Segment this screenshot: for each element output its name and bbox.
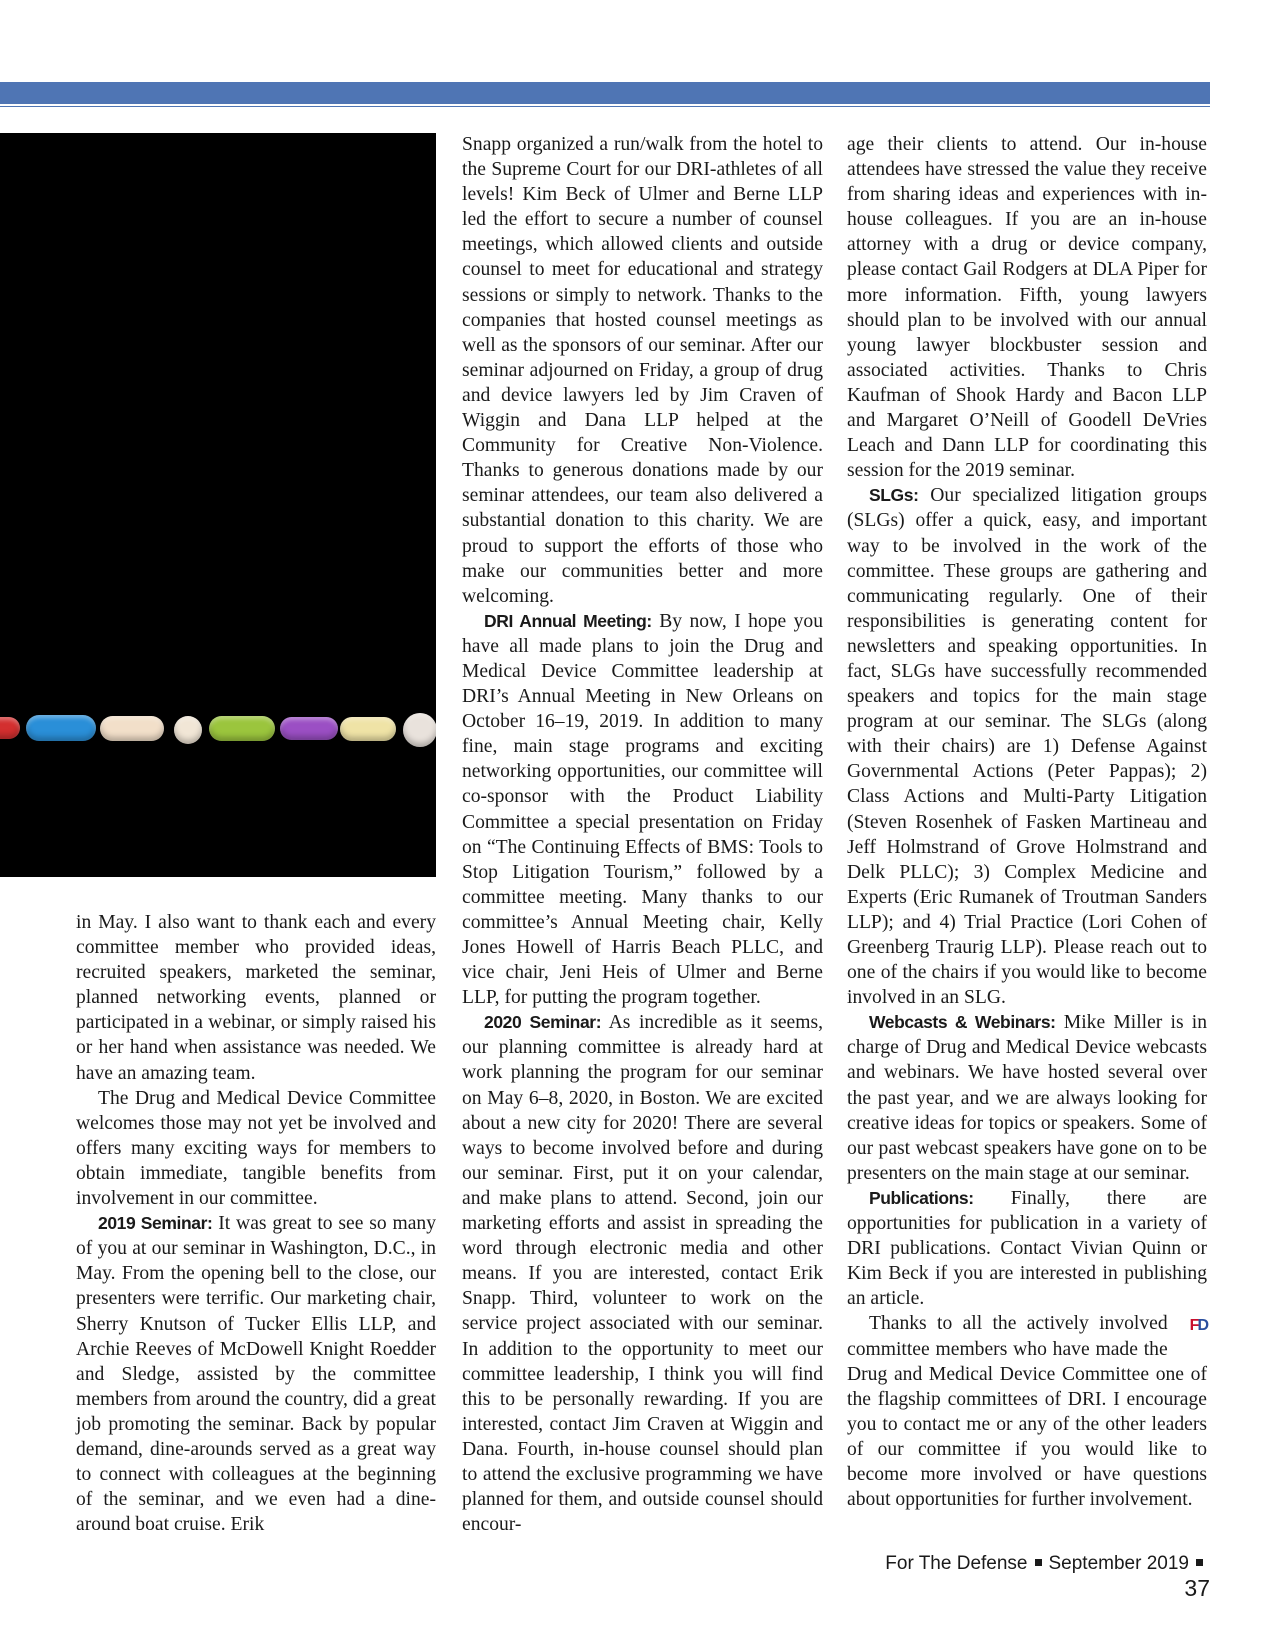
paragraph-text: Mike Miller is in charge of Drug and Medical Device webcasts and webinars. We have hosted several over the past year, and we are always looking for creative ideas for topics or speakers. Some of our past webcast speakers have gone on to be presenters on the main stage at our seminar. (847, 1012, 1207, 1184)
issue-date: September 2019 (1048, 1553, 1189, 1574)
paragraph: age their clients to attend. Our in-house attendees have stressed the value they receive from sharing ideas and experiences with in-house colleagues. If you are an in-house attorney with a drug or device company, please contact Gail Rodgers at DLA Piper for more information. Fifth, young lawyers should plan to be involved with our annual young lawyer blockbuster session and associated activities. Thanks to Chris Kaufman of Shook Hardy and Bacon LLP and Margaret O’Neill of Goodell DeVries Leach and Dann LLP for coordinating this session for the 2019 seminar. (847, 134, 1207, 482)
pill (100, 716, 164, 741)
article-column-3 (847, 132, 1207, 1512)
separator-square (1035, 1559, 1042, 1566)
header-color-bar (0, 82, 1210, 104)
separator-square (1196, 1559, 1203, 1566)
paragraph-text: It was great to see so many of you at our seminar in Washington, D.C., in May. From the opening bell to the close, our presenters were terrific. Our marketing chair, Sherry Knutson of Tucker Ellis LLP, and Archie Reeves of McDowell Knight Roedder and Sledge, assisted by the committee members from around the country, did a great job promoting the seminar. Back by popular demand, dine-arounds served as a great way to connect with colleagues at the beginning of the seminar, and we even had a dine-around boat cruise. Erik (76, 1213, 437, 1536)
pill-photo (0, 133, 436, 877)
pill (403, 713, 436, 747)
pill (280, 717, 338, 740)
paragraph (847, 1311, 1207, 1512)
fd-end-mark-icon (1168, 1313, 1207, 1338)
section-heading: SLGs: (869, 485, 919, 506)
paragraph (847, 1186, 1207, 1311)
paragraph-text: Thanks to all the actively involved committee members who have made the Drug and Medical Device Committee one of the flagship committees of DRI. I encourage you to contact me or any of the other leaders of our committee if you would like to become more involved or have questions about opportunities for further involvement. (847, 1313, 1207, 1511)
section-heading: DRI Annual Meeting: (484, 610, 652, 631)
paragraph-text: Our specialized litigation groups (SLGs) offer a quick, easy, and important way to be involved in the work of the committee. These groups are gathering and communicating regularly. One of their responsibilities is generating content for newsletters and speaking opportunities. In fact, SLGs have successfully recommended speakers and topics for the main stage program at our seminar. The SLGs (along with their chairs) are 1) Defense Against Governmental Actions (Peter Pappas); 2) Class Actions and Multi-Party Litigation (Steven Rosenhek of Fasken Martineau and Jeff Holmstrand of Grove Holmstrand and Delk PLLC); 3) Complex Medicine and Experts (Eric Rumanek of Troutman Sanders LLP); and 4) Trial Practice (Lori Cohen of Greenberg Traurig LLP). Please reach out to one of the chairs if you would like to become involved in an SLG. (847, 485, 1207, 1009)
pill (209, 716, 275, 741)
paragraph-text: By now, I hope you have all made plans to join the Drug and Medical Device Committee leadership at DRI’s Annual Meeting in New Orleans on October 16–19, 2019. In addition to many fine, main stage programs and exciting networking opportunities, our committee will co-sponsor with the Product Liability Committee a special presentation on Friday on “The Continuing Effects of BMS: Tools to Stop Litigation Tourism,” followed by a committee meeting. Many thanks to our committee’s Annual Meeting chair, Kelly Jones Howell of Harris Beach PLLC, and vice chair, Jeni Heis of Ulmer and Berne LLP, for putting the program together. (462, 610, 823, 1009)
page-number: 37 (1184, 1575, 1210, 1601)
section-heading: Webcasts & Webinars: (869, 1012, 1056, 1033)
pill (26, 715, 96, 741)
pill (0, 717, 20, 739)
section-heading: 2019 Seminar: (98, 1213, 213, 1234)
paragraph: The Drug and Medical Device Committee welcomes those may not yet be involved and offers many exciting ways for members to obtain immediate, tangible benefits from involvement in our committee. (76, 1087, 436, 1210)
paragraph: in May. I also want to thank each and every committee member who provided ideas, recruited speakers, marketed the seminar, planned networking events, planned or participated in a webinar, or simply raised his or her hand when assistance was needed. We have an amazing team. (76, 912, 436, 1084)
paragraph-text: As incredible as it seems, our planning committee is already hard at work planning the program for our seminar on May 6–8, 2020, in Boston. We are excited about a new city for 2020! There are several ways to become involved before and during our seminar. First, put it on your calendar, and make plans to attend. Second, join our marketing efforts and assist in spreading the word through electronic media and other means. If you are interested, contact Erik Snapp. Third, volunteer to work on the service project associated with our seminar. In addition to the opportunity to meet our committee leadership, I think you will find this to be personally rewarding. If you are interested, contact Jim Craven at Wiggin and Dana. Fourth, in-house counsel should plan to attend the exclusive programming we have planned for them, and outside counsel should encour- (462, 1012, 824, 1536)
paragraph (462, 1010, 823, 1537)
end-mark-d: D (1197, 1317, 1207, 1335)
article-column-1 (76, 910, 436, 1537)
article-column-2 (462, 132, 823, 1537)
paragraph (847, 1010, 1207, 1186)
section-heading: Publications: (869, 1187, 974, 1208)
pill (174, 716, 202, 744)
paragraph (847, 483, 1207, 1010)
paragraph-text: Finally, there are opportunities for publication in a variety of DRI publications. Contact Vivian Quinn or Kim Beck if you are interested in publishing an article. (847, 1187, 1207, 1310)
publication-name: For The Defense (885, 1553, 1028, 1574)
paragraph (76, 1211, 436, 1537)
paragraph: Snapp organized a run/walk from the hotel to the Supreme Court for our DRI-athletes of all levels! Kim Beck of Ulmer and Berne LLP led the effort to secure a number of counsel meetings, which allowed clients and outside counsel to meet for educational and strategy sessions or simply to network. Thanks to the companies that hosted counsel meetings as well as the sponsors of our seminar. After our seminar adjourned on Friday, a group of drug and device lawyers led by Jim Craven of Wiggin and Dana LLP helped at the Community for Creative Non-Violence. Thanks to generous donations made by our seminar attendees, our team also delivered a substantial donation to this charity. We are proud to support the efforts of those who make our communities better and more welcoming. (462, 134, 823, 607)
paragraph (462, 609, 823, 1011)
page-footer (870, 1553, 1210, 1602)
end-mark-f: F (1189, 1317, 1198, 1335)
pill (340, 717, 396, 741)
section-heading: 2020 Seminar: (484, 1012, 602, 1033)
header-rule (0, 106, 1210, 107)
